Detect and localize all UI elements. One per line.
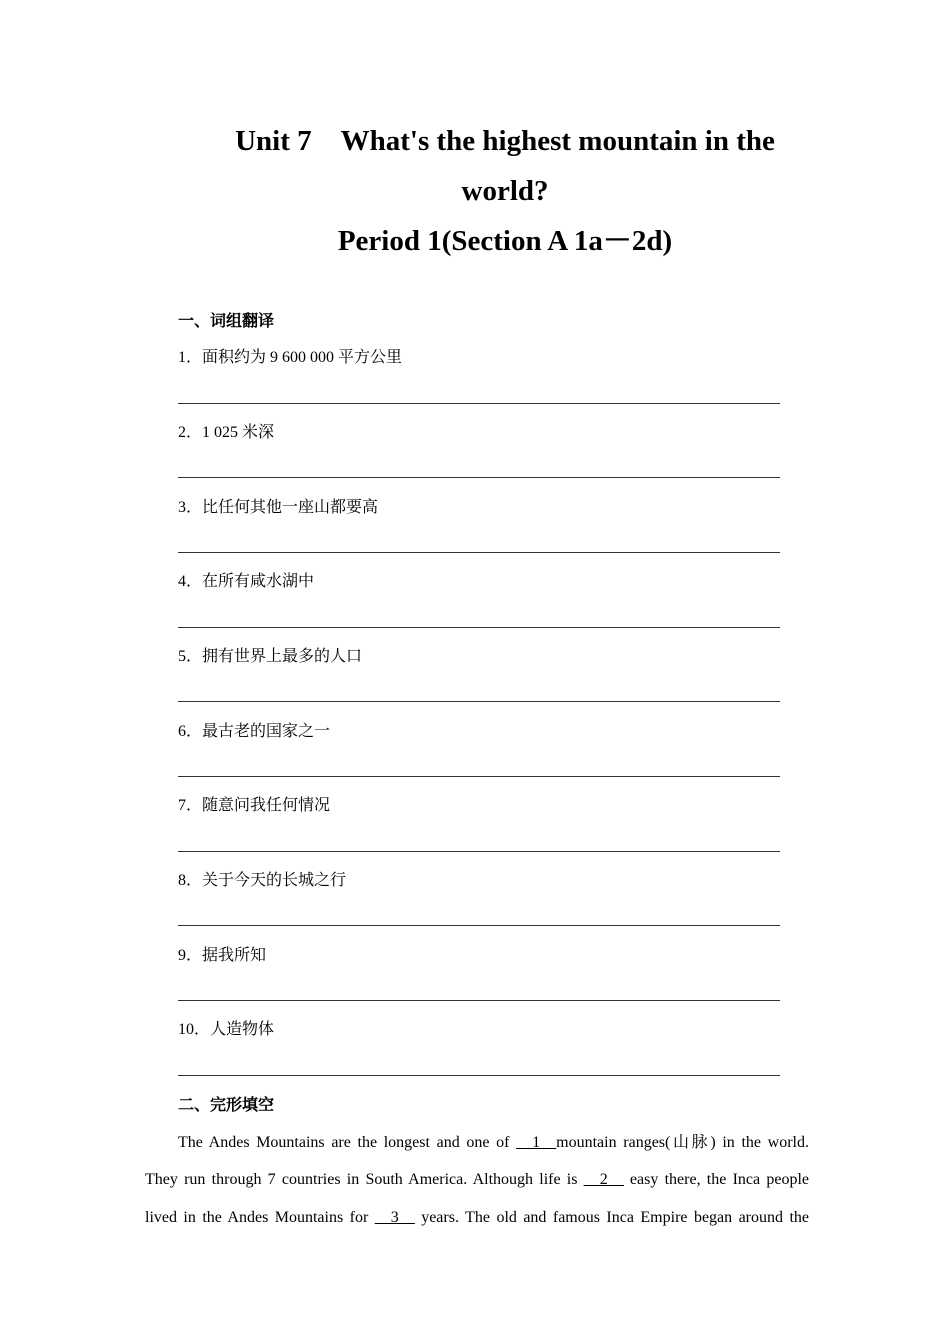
text-segment: mountain ranges(山脉) in the world. [556,1134,809,1151]
answer-line[interactable] [178,776,780,777]
answer-line[interactable] [178,627,780,628]
exercise-item: 7．随意问我任何情况 [178,797,331,814]
cloze-blank-2[interactable]: __2__ [583,1171,624,1188]
answer-line[interactable] [178,1000,780,1001]
exercise-item: 6．最古老的国家之一 [178,723,331,740]
text-segment: They run through 7 countries in South America. Although life is [145,1171,584,1188]
section-heading-phrase-translation: 一、词组翻译 [178,311,275,330]
exercise-item: 10．人造物体 [178,1021,275,1038]
exercise-item: 9．据我所知 [178,947,267,964]
answer-line[interactable] [178,1075,780,1076]
exercise-item: 8．关于今天的长城之行 [178,872,347,889]
answer-line[interactable] [178,701,780,702]
text-segment: The Andes Mountains are the longest and one of [178,1134,517,1151]
text-segment: lived in the Andes Mountains for [145,1209,375,1226]
page-title-line-2: world? [461,175,549,207]
exercise-item: 3．比任何其他一座山都要高 [178,499,379,516]
exercise-item: 2．1 025 米深 [178,424,275,441]
section-heading-cloze: 二、完形填空 [178,1095,275,1114]
answer-line[interactable] [178,552,780,553]
text-segment: easy there, the Inca people [623,1171,809,1188]
page-title-line-1: Unit 7 What's the highest mountain in the [235,125,775,157]
text-segment: years. The old and famous Inca Empire began around the [414,1209,810,1226]
cloze-paragraph-line [178,1133,809,1153]
cloze-blank-3[interactable]: __3__ [374,1209,415,1226]
answer-line[interactable] [178,477,780,478]
answer-line[interactable] [178,851,780,852]
answer-line[interactable] [178,403,780,404]
cloze-blank-1[interactable]: __1__ [516,1134,557,1151]
exercise-item: 4．在所有咸水湖中 [178,573,315,590]
page-subtitle: Period 1(Section A 1a－2d) [337,225,673,257]
exercise-item: 5．拥有世界上最多的人口 [178,648,363,665]
cloze-paragraph-line [145,1208,809,1228]
exercise-item: 1．面积约为 9 600 000 平方公里 [178,349,403,366]
cloze-paragraph-line [145,1170,809,1190]
answer-line[interactable] [178,925,780,926]
